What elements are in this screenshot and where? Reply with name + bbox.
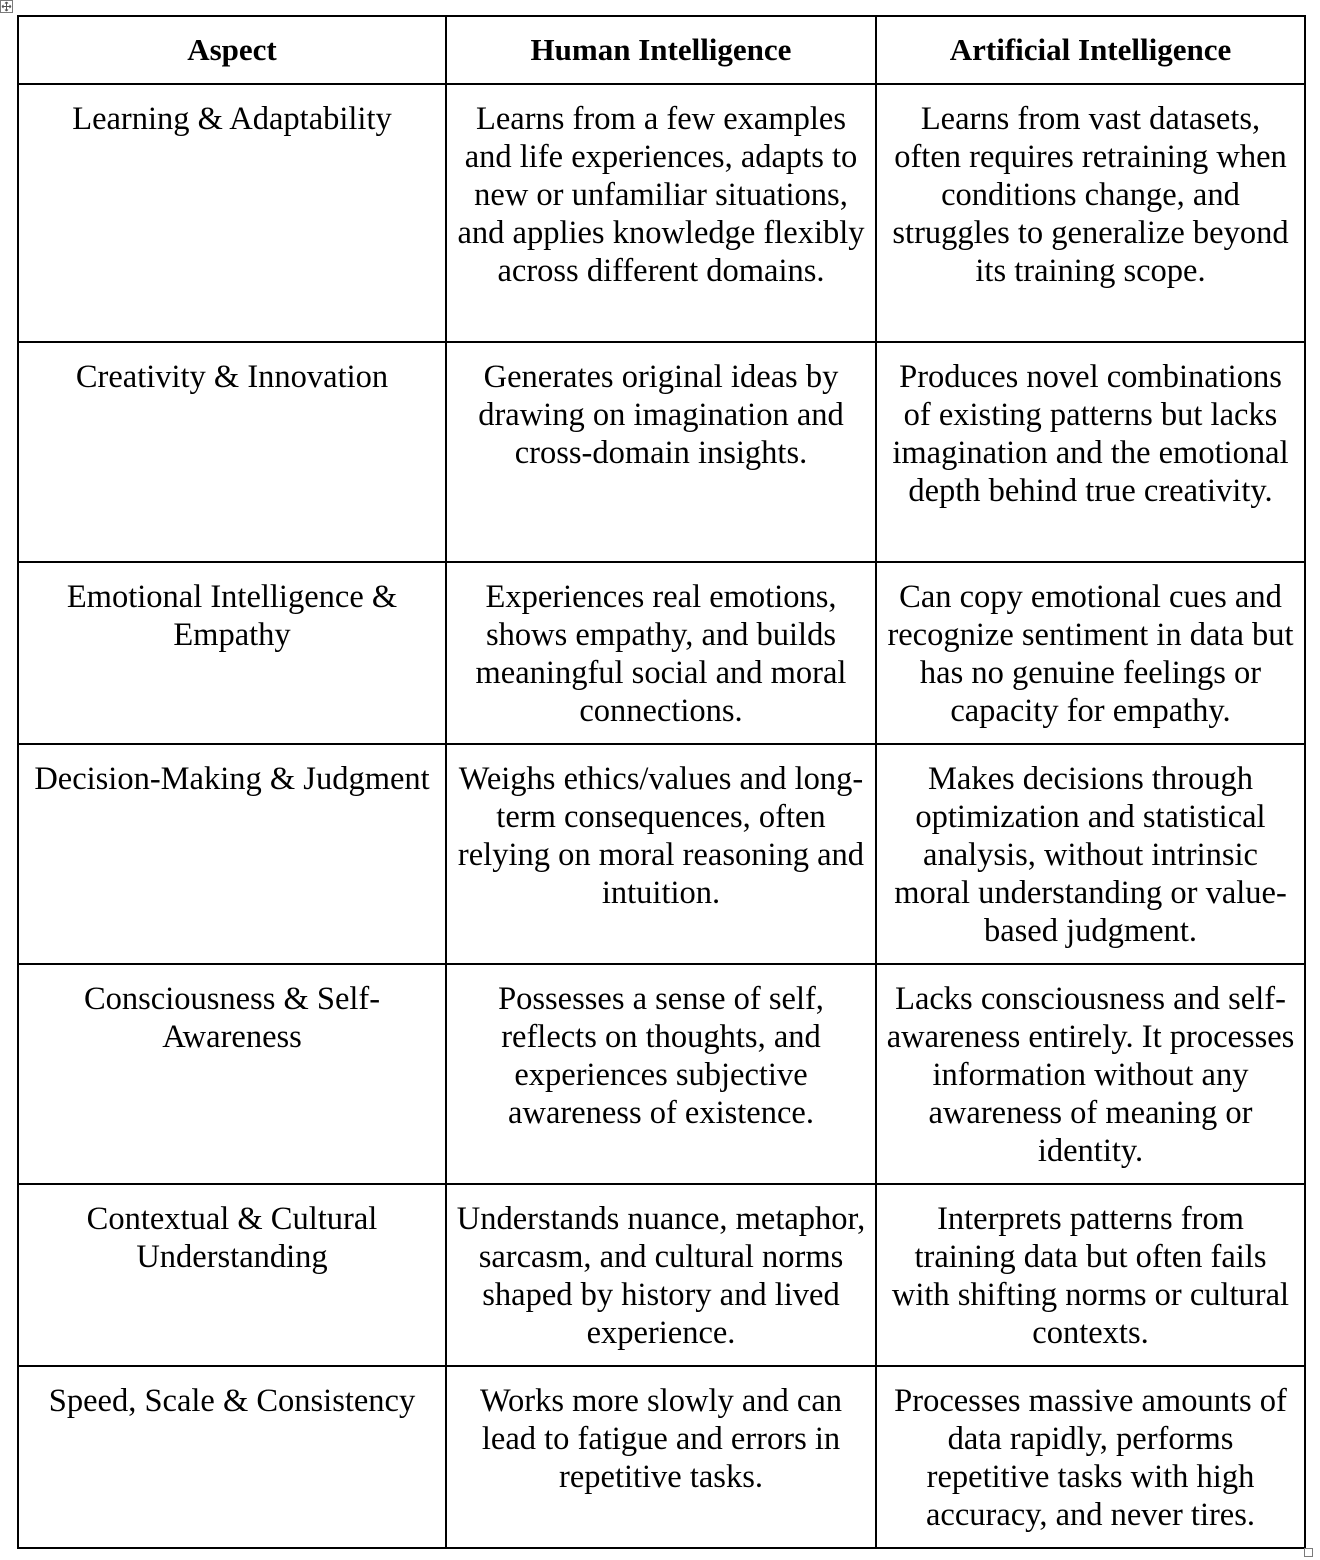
table-row <box>18 744 1305 964</box>
aspect-cell: Contextual & Cultural Understanding <box>18 1184 446 1366</box>
human-cell: Understands nuance, metaphor, sarcasm, and cultural norms shaped by history and lived experience. <box>446 1184 876 1366</box>
aspect-cell: Learning & Adaptability <box>18 84 446 342</box>
human-cell: Learns from a few examples and life experiences, adapts to new or unfamiliar situations, and applies knowledge flexibly across different domains. <box>446 84 876 342</box>
human-cell: Works more slowly and can lead to fatigue and errors in repetitive tasks. <box>446 1366 876 1548</box>
human-cell: Generates original ideas by drawing on imagination and cross-domain insights. <box>446 342 876 562</box>
header-human-intelligence: Human Intelligence <box>446 16 876 84</box>
table-row <box>18 562 1305 744</box>
header-artificial-intelligence: Artificial Intelligence <box>876 16 1305 84</box>
ai-cell: Makes decisions through optimization and statistical analysis, without intrinsic moral understanding or value-based judgment. <box>876 744 1305 964</box>
aspect-cell: Speed, Scale & Consistency <box>18 1366 446 1548</box>
header-aspect: Aspect <box>18 16 446 84</box>
ai-cell: Interprets patterns from training data but often fails with shifting norms or cultural contexts. <box>876 1184 1305 1366</box>
table-resize-handle[interactable] <box>1304 1548 1313 1557</box>
aspect-cell: Emotional Intelligence & Empathy <box>18 562 446 744</box>
comparison-table <box>17 15 1306 1549</box>
ai-cell: Can copy emotional cues and recognize sentiment in data but has no genuine feelings or capacity for empathy. <box>876 562 1305 744</box>
table-row <box>18 84 1305 342</box>
header-row <box>18 16 1305 84</box>
human-cell: Possesses a sense of self, reflects on thoughts, and experiences subjective awareness of existence. <box>446 964 876 1184</box>
ai-cell: Lacks consciousness and self-awareness entirely. It processes information without any awareness of meaning or identity. <box>876 964 1305 1184</box>
aspect-cell: Consciousness & Self-Awareness <box>18 964 446 1184</box>
ai-cell: Learns from vast datasets, often requires retraining when conditions change, and struggles to generalize beyond its training scope. <box>876 84 1305 342</box>
table-row <box>18 1366 1305 1548</box>
human-cell: Experiences real emotions, shows empathy, and builds meaningful social and moral connections. <box>446 562 876 744</box>
move-arrows-icon <box>1 1 12 12</box>
aspect-cell: Decision-Making & Judgment <box>18 744 446 964</box>
table-row <box>18 342 1305 562</box>
aspect-cell: Creativity & Innovation <box>18 342 446 562</box>
table-row <box>18 964 1305 1184</box>
ai-cell: Produces novel combinations of existing patterns but lacks imagination and the emotional depth behind true creativity. <box>876 342 1305 562</box>
human-cell: Weighs ethics/values and long-term consequences, often relying on moral reasoning and intuition. <box>446 744 876 964</box>
table-move-handle[interactable] <box>0 0 13 13</box>
ai-cell: Processes massive amounts of data rapidly, performs repetitive tasks with high accuracy, and never tires. <box>876 1366 1305 1548</box>
table-row <box>18 1184 1305 1366</box>
